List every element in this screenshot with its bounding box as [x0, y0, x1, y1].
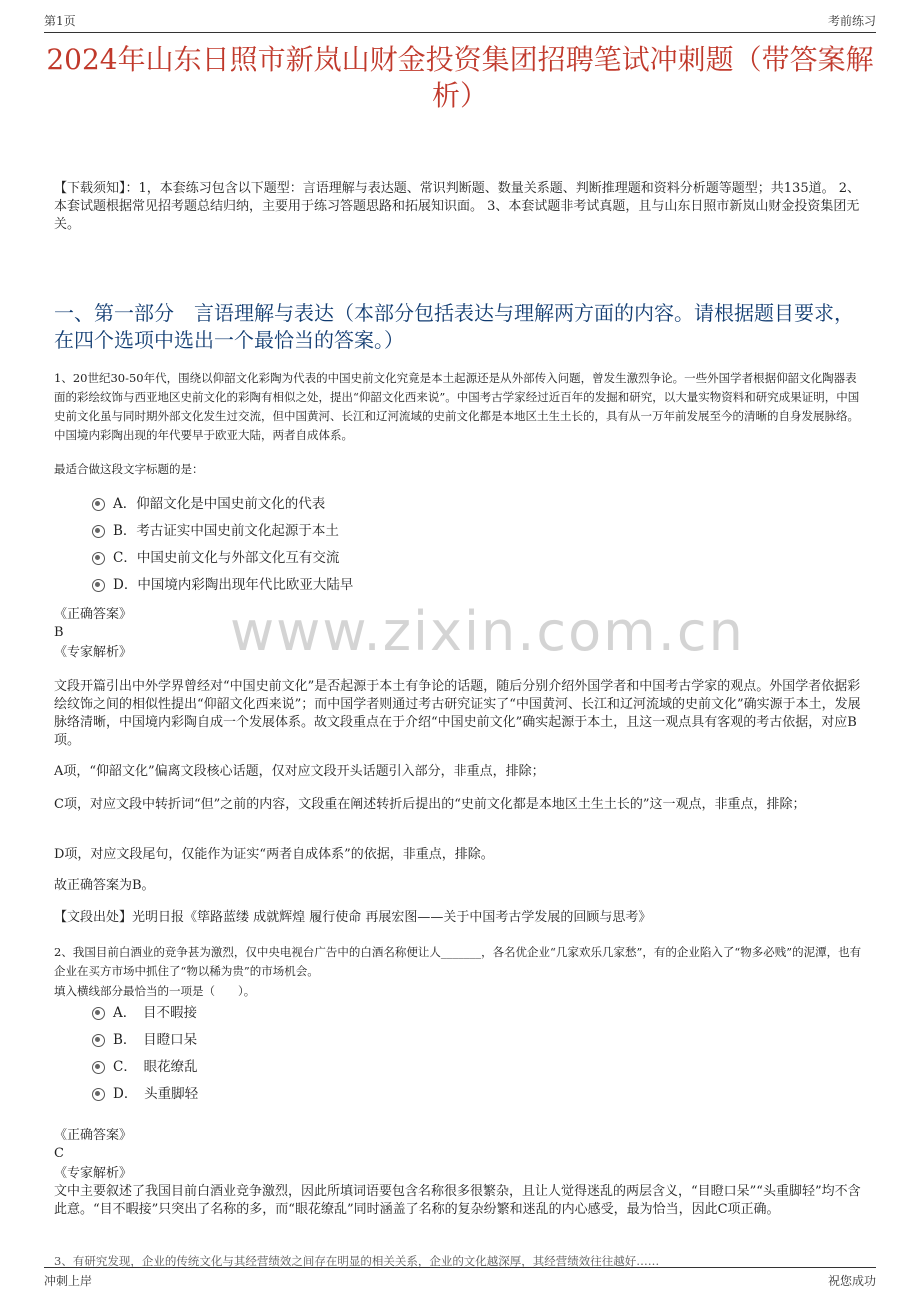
q3-stem-cut-off: 3、有研究发现，企业的传统文化与其经营绩效之间存在明显的相关关系，企业的文化越深厚，其经营绩效往往越好……	[54, 1254, 660, 1268]
q2-option-b[interactable]: B． 目瞪口呆	[92, 1027, 198, 1054]
q1-analysis-main: 文段开篇引出中外学界曾经对“中国史前文化”是否起源于本土有争论的话题，随后分别介绍外国学者和中国考古学家的观点。外国学者依据彩绘纹饰之间的相似性提出“仰韶文化西来说”；而中国学者则通过考古研究证实了“中国黄河、长江和辽河流域的史前文化”确实源于本土，发展脉络清晰，中国境内彩陶自成一个发展体系。故文段重点在于介绍“中国史前文化”确实起源于本土，且这一观点具有客观的考古依据，对应B项。	[54, 679, 861, 748]
q1-stem: 1、20世纪30-50年代，围绕以仰韶文化彩陶为代表的中国史前文化究竟是本土起源还是从外部传入问题，曾发生激烈争论。一些外国学者根据仰韶文化陶器表面的彩绘纹饰与西亚地区史前文化的彩陶有相似之处，提出“仰韶文化西来说”。中国考古学家经过近百年的发掘和研究，以大量实物资料和研究成果证明，中国史前文化虽与同时期外部文化发生过交流，但中国黄河、长江和辽河流域的史前文化都是本地区土生土长的，具有从一万年前发展至今的清晰的自身发展脉络。中国境内彩陶出现的年代要早于欧亚大陆，两者自成体系。	[54, 371, 860, 442]
q1-analysis-a: A项，“仰韶文化”偏离文段核心话题，仅对应文段开头话题引入部分，非重点，排除；	[54, 764, 545, 779]
q1-option-c[interactable]: C．中国史前文化与外部文化互有交流	[92, 545, 353, 572]
document-title: 2024年山东日照市新岚山财金投资集团招聘笔试冲刺题（带答案解析）	[46, 43, 874, 112]
radio-icon[interactable]	[92, 1007, 105, 1020]
q2-option-d[interactable]: D． 头重脚轻	[92, 1081, 198, 1108]
footer-left: 冲刺上岸	[44, 1274, 93, 1288]
q1-option-b[interactable]: B．考古证实中国史前文化起源于本土	[92, 518, 353, 545]
section-heading: 一、第一部分 言语理解与表达（本部分包括表达与理解两方面的内容。请根据题目要求，在四个选项中选出一个最恰当的答案。）	[54, 301, 854, 352]
q1-analysis-c: C项，对应文段中转折词“但”之前的内容，文段重在阐述转折后提出的“史前文化都是本地区土生土长的”这一观点，非重点，排除；	[54, 797, 806, 812]
radio-icon[interactable]	[92, 1034, 105, 1047]
q1-source: 【文段出处】光明日报《筚路蓝缕 成就辉煌 履行使命 再展宏图——关于中国考古学发展的回顾与思考》	[54, 910, 652, 925]
q2-options	[92, 1000, 198, 1108]
q1-prompt: 最适合做这段文字标题的是：	[54, 462, 204, 476]
q2-option-a[interactable]: A． 目不暇接	[92, 1000, 198, 1027]
download-notice: 【下载须知】：1，本套练习包含以下题型：言语理解与表达题、常识判断题、数量关系题、判断推理题和资料分析题等题型；共135道。 2、本套试题根据常见招考题总结归纳，主要用于练习答题思路和拓展知识面。 3、本套试题非考试真题，且与山东日照市新岚山财金投资集团无关。	[54, 181, 860, 232]
q1-options	[92, 491, 353, 599]
page-footer	[44, 1267, 876, 1288]
q2-analysis: 文中主要叙述了我国目前白酒业竞争激烈，因此所填词语要包含名称很多很繁杂，且让人觉得迷乱的两层含义，“目瞪口呆”“头重脚轻”均不含此意。“目不暇接”只突出了名称的多，而“眼花缭乱”同时涵盖了名称的复杂纷繁和迷乱的内心感受，最为恰当，因此C项正确。	[54, 1184, 861, 1217]
q1-analysis-label: 《专家解析》	[54, 645, 133, 660]
q2-answer: C	[54, 1146, 64, 1161]
watermark: www.zixin.com.cn	[230, 600, 745, 663]
radio-icon[interactable]	[92, 1088, 105, 1101]
radio-icon[interactable]	[92, 552, 105, 565]
header-tag: 考前练习	[827, 14, 876, 28]
radio-icon[interactable]	[92, 579, 105, 592]
q1-conclusion: 故正确答案为B。	[54, 878, 155, 893]
q2-option-c[interactable]: C． 眼花缭乱	[92, 1054, 198, 1081]
page-number: 第1页	[44, 14, 76, 28]
q1-option-d[interactable]: D．中国境内彩陶出现年代比欧亚大陆早	[92, 572, 353, 599]
radio-icon[interactable]	[92, 525, 105, 538]
page-header	[44, 10, 876, 33]
q2-analysis-label: 《专家解析》	[54, 1166, 133, 1181]
radio-icon[interactable]	[92, 1061, 105, 1074]
q2-stem: 2、我国目前白酒业的竞争甚为激烈，仅中央电视台广告中的白酒名称便让人_______，各名优企业“几家欢乐几家愁”，有的企业陷入了“物多必贱”的泥潭，也有企业在买方市场中抓住了“物以稀为贵”的市场机会。	[54, 945, 862, 978]
footer-right: 祝您成功	[827, 1274, 876, 1288]
radio-icon[interactable]	[92, 498, 105, 511]
q1-analysis-d: D项，对应文段尾句，仅能作为证实“两者自成体系”的依据，非重点，排除。	[54, 847, 494, 862]
q2-prompt: 填入横线部分最恰当的一项是（ ）。	[54, 984, 256, 998]
q1-answer-label: 《正确答案》	[54, 607, 133, 622]
q1-answer: B	[54, 625, 64, 640]
q1-option-a[interactable]: A．仰韶文化是中国史前文化的代表	[92, 491, 353, 518]
q2-answer-label: 《正确答案》	[54, 1128, 133, 1143]
